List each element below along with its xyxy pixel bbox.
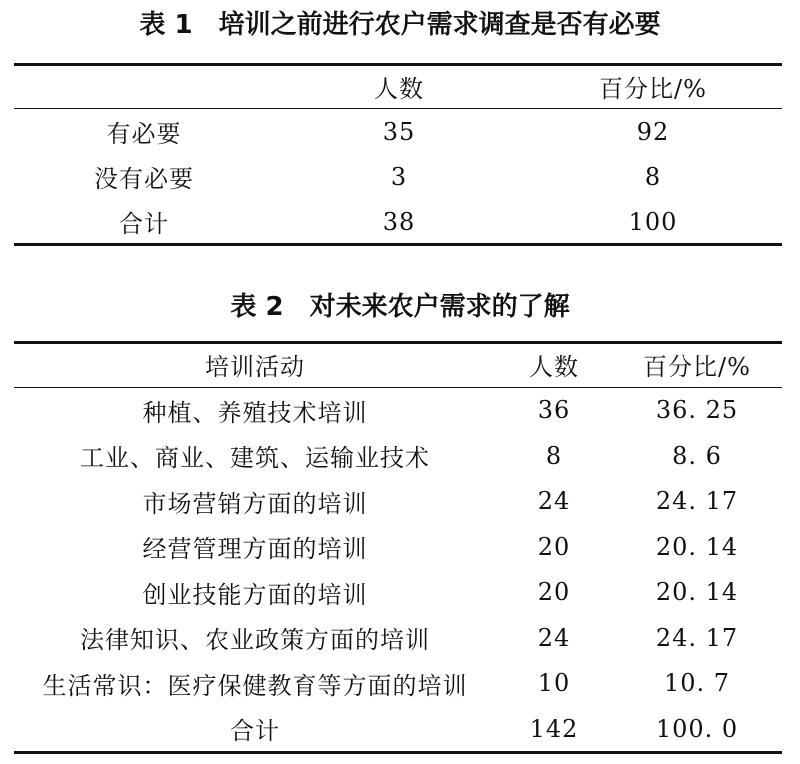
table1-caption-number: 表 1 [139, 10, 193, 40]
table-row [14, 661, 782, 707]
table2-caption [0, 290, 800, 324]
table-row [14, 109, 782, 154]
table2 [14, 342, 782, 752]
table1-header-cell [14, 64, 274, 109]
table1-percent-cell: 8 [644, 162, 662, 191]
table-row [14, 433, 782, 479]
table1-header-cell: 百分比/% [599, 75, 707, 103]
table2-activity-cell: 经营管理方面的培训 [142, 535, 368, 564]
table-row [14, 154, 782, 199]
table2-percent-cell: 20. 14 [655, 532, 739, 561]
table2-percent-cell: 8. 6 [672, 441, 722, 470]
table2-count-cell: 36 [537, 396, 571, 425]
table1-count-cell: 38 [382, 207, 416, 236]
table2-activity-cell: 工业、商业、建筑、运输业技术 [80, 444, 430, 473]
table1-percent-cell: 92 [636, 117, 670, 146]
table2-count-cell: 20 [537, 532, 571, 561]
table2-percent-cell: 24. 17 [655, 623, 739, 652]
table-row [14, 524, 782, 570]
table1 [14, 64, 782, 244]
table-row [14, 388, 782, 434]
table-row [14, 479, 782, 525]
table-row [14, 570, 782, 616]
table1-caption [0, 8, 800, 42]
table1-count-cell: 3 [390, 162, 408, 191]
table1-percent-cell: 100 [628, 207, 678, 236]
table2-activity-cell: 创业技能方面的培训 [142, 580, 368, 609]
table2-header-row [14, 342, 782, 388]
table2-activity-cell: 生活常识：医疗保健教育等方面的培训 [42, 671, 468, 700]
table2-activity-cell: 法律知识、农业政策方面的培训 [80, 626, 430, 655]
table1-header-cell: 人数 [374, 75, 424, 103]
table2-count-cell: 8 [545, 441, 563, 470]
table2-count-cell: 24 [537, 623, 571, 652]
table2-percent-cell: 100. 0 [655, 714, 739, 743]
table2-count-cell: 20 [537, 578, 571, 607]
table1-label-cell: 有必要 [106, 120, 182, 148]
table1-count-cell: 35 [382, 117, 416, 146]
table2-header-cell: 人数 [529, 353, 579, 382]
table2-count-cell: 24 [537, 487, 571, 516]
table2-activity-cell: 合计 [230, 717, 280, 746]
table2-caption-title: 对未来农户需求的了解 [309, 292, 570, 322]
table2-header-cell: 百分比/% [643, 353, 751, 382]
table2-activity-cell: 种植、养殖技术培训 [142, 398, 368, 427]
table1-label-cell: 没有必要 [94, 165, 194, 193]
table-row [14, 706, 782, 752]
table2-header-cell: 培训活动 [205, 353, 305, 382]
table2-caption-number: 表 2 [230, 292, 284, 322]
table1-header-row [14, 64, 782, 109]
table2-percent-cell: 24. 17 [655, 487, 739, 516]
table2-percent-cell: 10. 7 [663, 669, 731, 698]
table-row [14, 615, 782, 661]
table-row [14, 199, 782, 244]
table1-caption-title: 培训之前进行农户需求调查是否有必要 [218, 10, 661, 40]
table1-label-cell: 合计 [119, 210, 169, 238]
table2-percent-cell: 36. 25 [655, 396, 739, 425]
table2-activity-cell: 市场营销方面的培训 [142, 489, 368, 518]
table2-count-cell: 10 [537, 669, 571, 698]
table2-percent-cell: 20. 14 [655, 578, 739, 607]
table2-count-cell: 142 [529, 714, 579, 743]
